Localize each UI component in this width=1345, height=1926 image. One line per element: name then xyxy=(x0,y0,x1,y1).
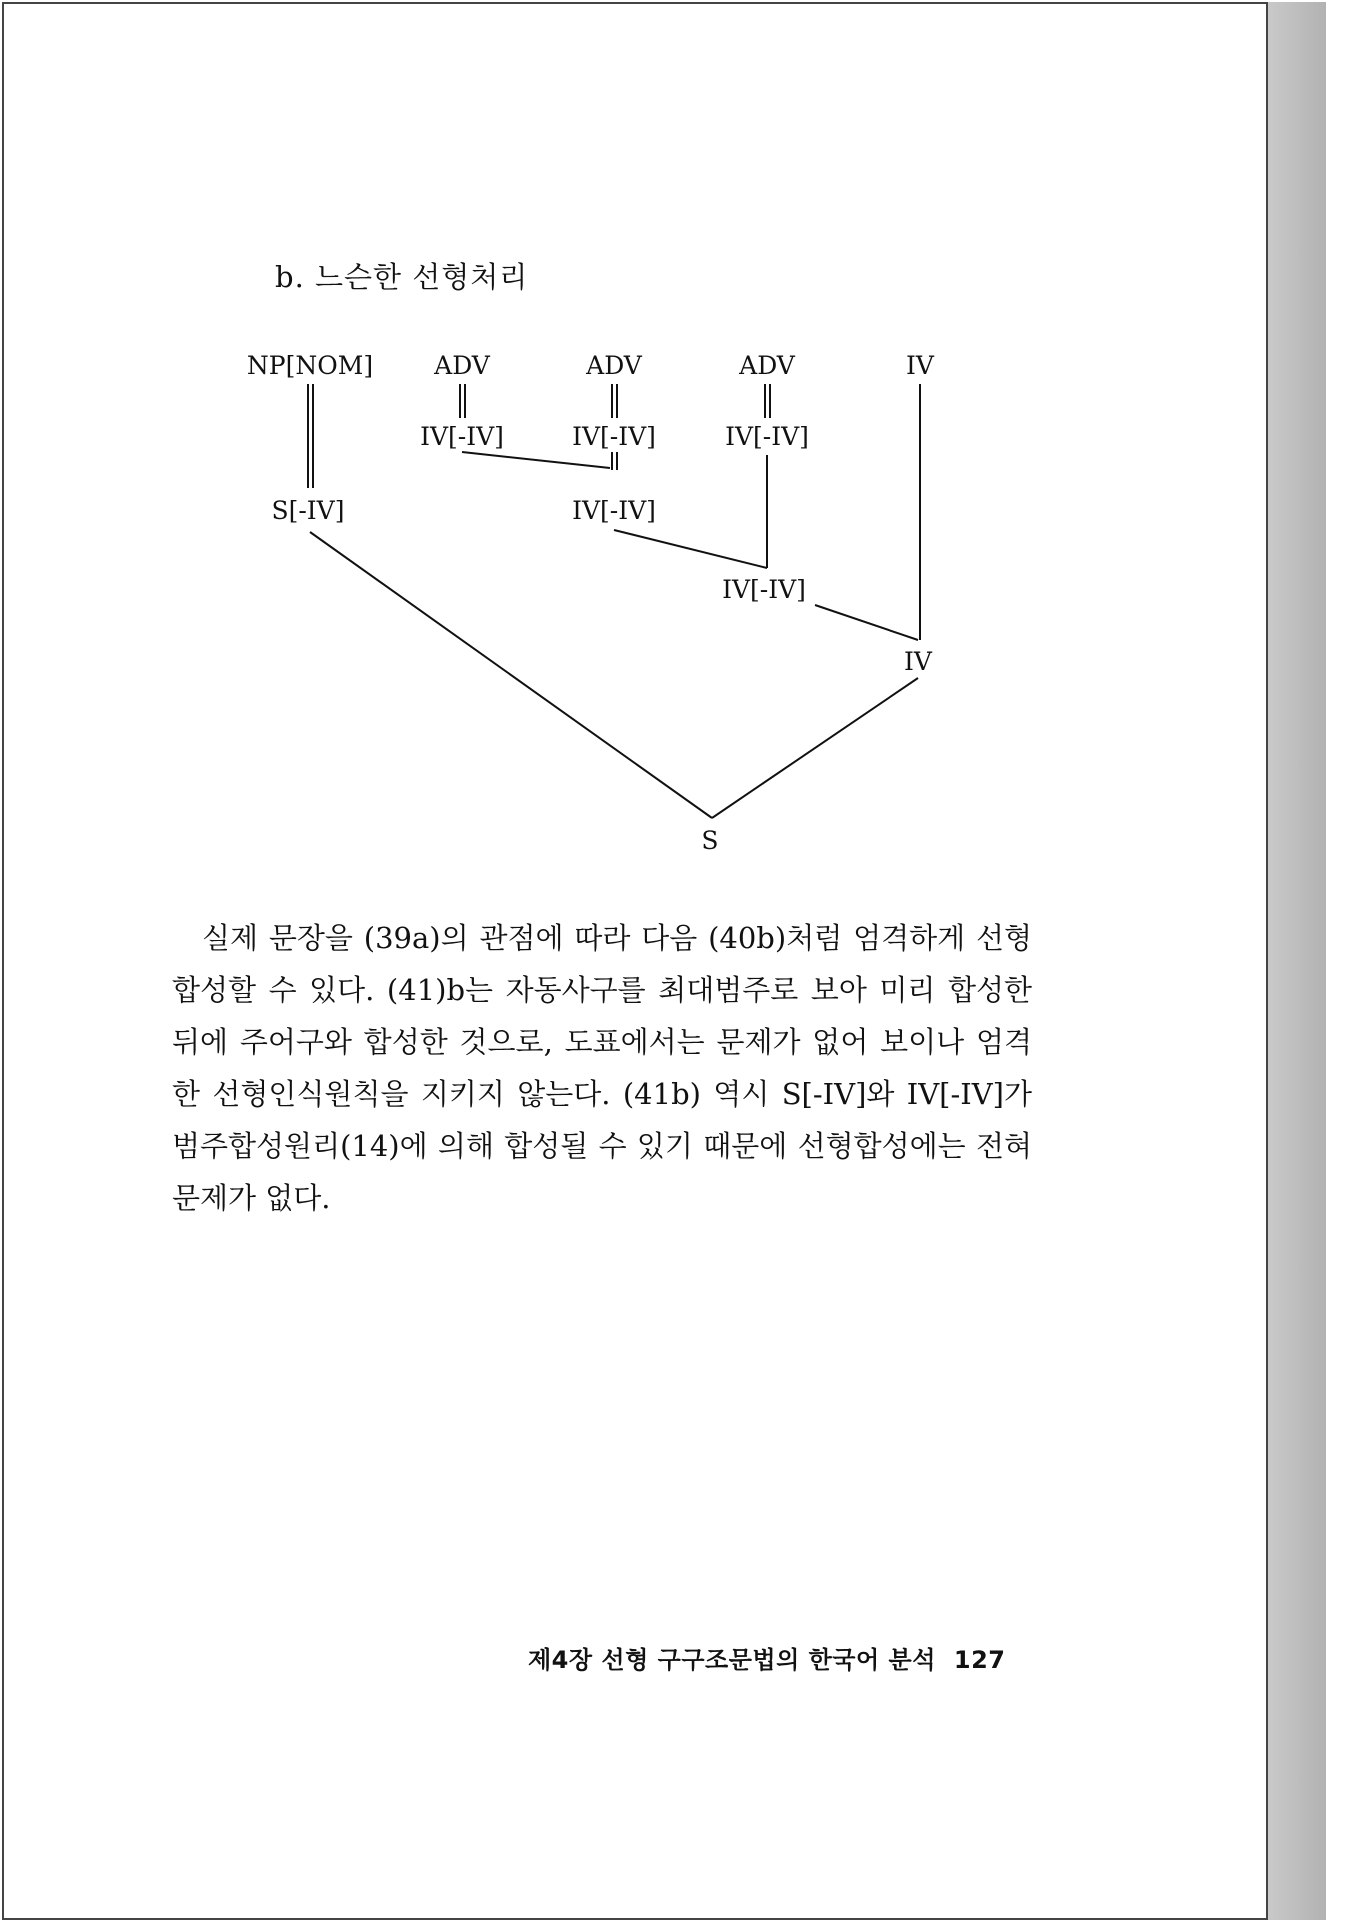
node-adv-3: ADV xyxy=(739,351,795,380)
section-heading: b. 느슨한 선형처리 xyxy=(275,260,529,294)
node-iv-iv-2: IV[-IV] xyxy=(572,422,656,451)
node-iv-iv-4: IV[-IV] xyxy=(572,496,656,525)
page-number: 127 xyxy=(953,1646,1006,1674)
node-s: S xyxy=(701,826,719,855)
node-iv-iv-3: IV[-IV] xyxy=(725,422,809,451)
node-iv-iv-1: IV[-IV] xyxy=(420,422,504,451)
node-adv-2: ADV xyxy=(586,351,642,380)
running-footer xyxy=(528,1640,1006,1675)
branch-iv5-iv xyxy=(815,605,918,640)
node-np-nom: NP[NOM] xyxy=(246,351,374,380)
branch-iv4-iv5 xyxy=(614,530,767,568)
node-iv: IV xyxy=(904,647,932,676)
syntax-tree-diagram xyxy=(0,0,1266,880)
book-edge xyxy=(1266,2,1326,1920)
node-adv-1: ADV xyxy=(434,351,490,380)
branch-s-iv-root xyxy=(310,532,712,818)
branch-iv1-iv2 xyxy=(462,452,610,468)
double-line-iv2-iv4 xyxy=(612,452,617,470)
double-line-adv1 xyxy=(460,384,465,418)
node-s-iv: S[-IV] xyxy=(271,496,345,525)
node-iv-iv-5: IV[-IV] xyxy=(722,575,806,604)
double-line-adv2 xyxy=(612,384,617,418)
body-paragraph: 실제 문장을 (39a)의 관점에 따라 다음 (40b)처럼 엄격하게 선형합성할 수 있다. (41)b는 자동사구를 최대범주로 보아 미리 합성한 뒤에 주어구와 합성한 것으로, 도표에서는 문제가 없어 보이나 엄격한 선형인식원칙을 지키지 않는다. (41b) 역시 S[-IV]와 IV[-IV]가 범주합성원리(14)에 의해 합성될 수 있기 때문에 선형합성에는 전혀 문제가 없다. xyxy=(172,921,1032,1215)
double-line-adv3 xyxy=(765,384,770,418)
double-line-np-s xyxy=(308,384,313,488)
chapter-title: 제4장 선형 구구조문법의 한국어 분석 xyxy=(528,1646,936,1674)
branch-iv-root xyxy=(712,678,918,818)
node-iv-top: IV xyxy=(906,351,934,380)
